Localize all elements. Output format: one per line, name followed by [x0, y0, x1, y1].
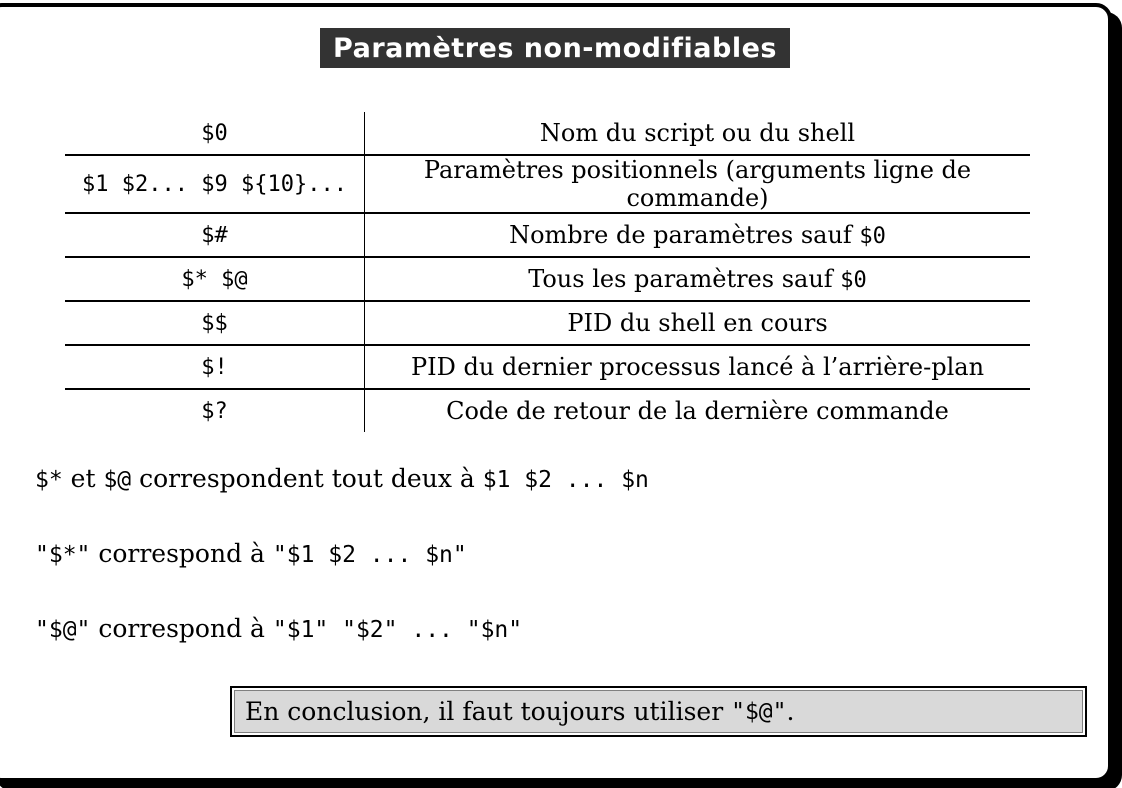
inline-code: "$@"	[35, 617, 91, 643]
description-cell: Tous les paramètres sauf $0	[365, 257, 1031, 301]
param-cell	[65, 155, 365, 213]
conclusion-text: En conclusion, il faut toujours utiliser "$@" .	[234, 690, 1083, 733]
page-title: Paramètres non-modifiables	[333, 32, 777, 64]
param-code: $?	[201, 398, 228, 424]
parameters-table-body	[65, 112, 1030, 432]
inline-code: $0	[840, 268, 867, 293]
inline-code: $0	[859, 224, 886, 249]
table-row	[65, 213, 1030, 257]
param-code: $!	[201, 354, 228, 380]
title-banner	[320, 28, 790, 68]
inline-code: $*	[35, 467, 63, 493]
inline-code: "$1" "$2" ... "$n"	[272, 617, 523, 643]
description-cell: Code de retour de la dernière commande	[446, 397, 949, 425]
description-cell: PID du dernier processus lancé à l’arrière-plan	[365, 345, 1031, 389]
parameters-table	[65, 112, 1030, 432]
note-line: "$@" correspond à "$1" "$2" ... "$n"	[35, 614, 523, 643]
table-row	[65, 389, 1030, 432]
param-code: $1 $2... $9 ${10}...	[82, 171, 347, 197]
param-cell	[65, 345, 365, 389]
param-code: $$	[201, 310, 228, 336]
param-cell	[65, 257, 365, 301]
notes	[35, 462, 1035, 687]
table-row	[65, 345, 1030, 389]
inline-code: "$1 $2 ... $n"	[272, 542, 467, 568]
param-code: $0	[201, 120, 228, 146]
table-row	[65, 301, 1030, 345]
inline-code: $1 $2 ... $n	[482, 467, 649, 493]
note-line: $* et $@ correspondent tout deux à $1 $2 ... $n	[35, 464, 649, 493]
description-cell: Nom du script ou du shell	[365, 112, 1031, 155]
param-code: $#	[201, 222, 228, 248]
conclusion-box	[230, 686, 1087, 737]
inline-code: "$*"	[35, 542, 91, 568]
param-cell	[65, 213, 365, 257]
param-cell	[65, 112, 365, 155]
param-cell	[65, 301, 365, 345]
param-cell	[65, 389, 365, 432]
note-line: "$*" correspond à "$1 $2 ... $n"	[35, 539, 467, 568]
inline-code: $@	[103, 467, 132, 493]
table-row	[65, 155, 1030, 213]
description-cell: PID du shell en cours	[365, 301, 1031, 345]
param-code: $* $@	[181, 266, 248, 292]
table-row	[65, 112, 1030, 155]
table-row	[65, 257, 1030, 301]
description-cell: Paramètres positionnels (arguments ligne de commande)	[365, 155, 1031, 213]
inline-code: "$@"	[731, 698, 787, 725]
description-cell: Nombre de paramètres sauf $0	[365, 213, 1031, 257]
